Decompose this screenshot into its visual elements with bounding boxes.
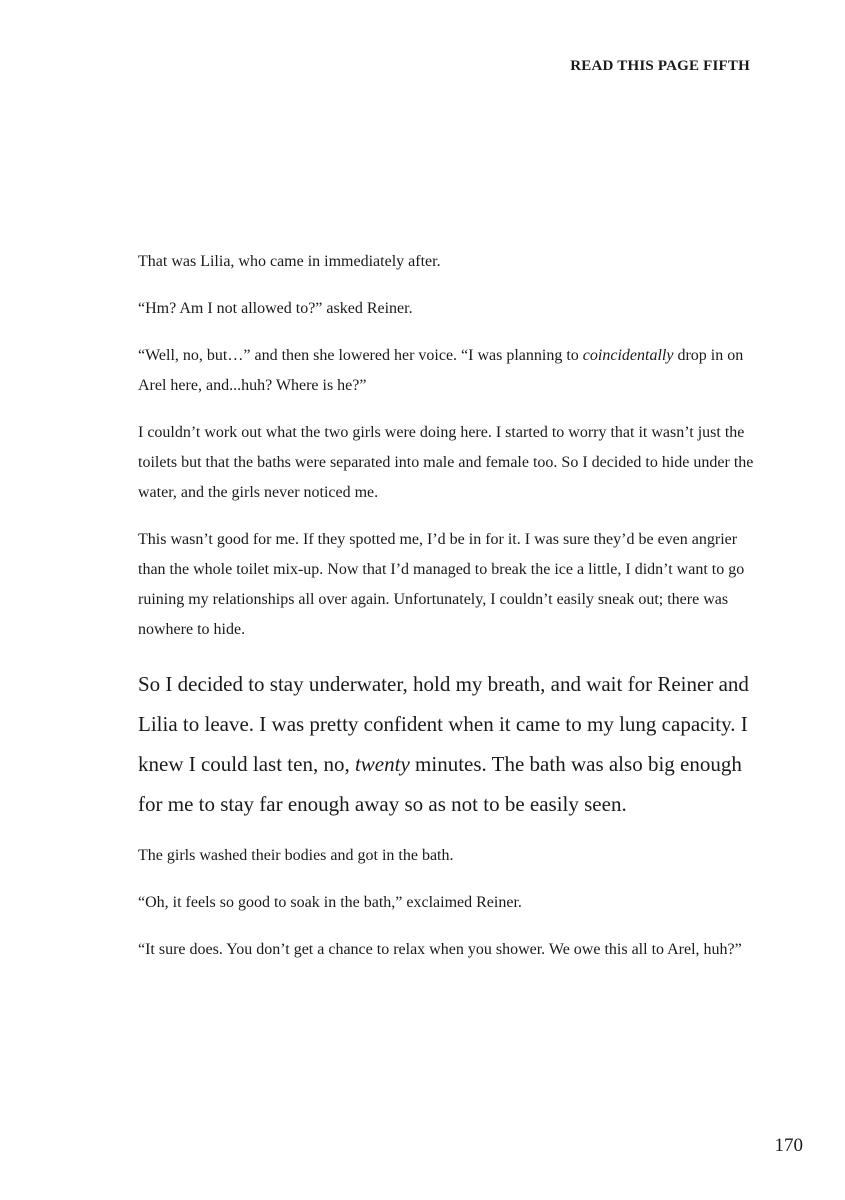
- paragraph-3-text-end: drop in on Arel here, and...huh? Where is he?”: [138, 347, 744, 394]
- paragraph-3: [138, 341, 756, 401]
- paragraph-6-large: [138, 662, 756, 824]
- paragraph-5: This wasn’t good for me. If they spotted me, I’d be in for it. I was sure they’d be even angrier than the whole toilet mix-up. Now that I’d managed to break the ice a little, I didn’t want to go ruining my relationships all over again. Unfortunately, I couldn’t easily sneak out; there was nowhere to hide.: [138, 531, 745, 638]
- paragraph-1: That was Lilia, who came in immediately after.: [138, 253, 441, 270]
- paragraph-3-text-start: “Well, no, but…” and then she lowered her voice. “I was planning to: [138, 347, 583, 364]
- page-number: 170: [774, 1135, 803, 1156]
- emphasis-twenty: twenty: [354, 752, 410, 776]
- paragraph-7: The girls washed their bodies and got in the bath.: [138, 847, 454, 864]
- paragraph-9: “It sure does. You don’t get a chance to relax when you shower. We owe this all to Arel, huh?”: [138, 941, 742, 958]
- paragraph-8: “Oh, it feels so good to soak in the bath,” exclaimed Reiner.: [138, 894, 522, 911]
- running-header: READ THIS PAGE FIFTH: [570, 58, 750, 74]
- paragraph-2: “Hm? Am I not allowed to?” asked Reiner.: [138, 300, 413, 317]
- paragraph-6-text-start: So I decided to stay underwater, hold my breath, and wait for Reiner and Lilia to leave. I was pretty confident when it came to my lung capacity. I knew I could last ten, no,: [138, 672, 749, 776]
- paragraph-4: I couldn’t work out what the two girls were doing here. I started to worry that it wasn’t just the toilets but that the baths were separated into male and female too. So I decided to hide under the water, and the girls never noticed me.: [138, 424, 754, 501]
- body-text: [138, 247, 756, 982]
- paragraph-6-text-end: minutes. The bath was also big enough for me to stay far enough away so as not to be easily seen.: [138, 752, 742, 816]
- emphasis-coincidentally: coincidentally: [582, 347, 674, 364]
